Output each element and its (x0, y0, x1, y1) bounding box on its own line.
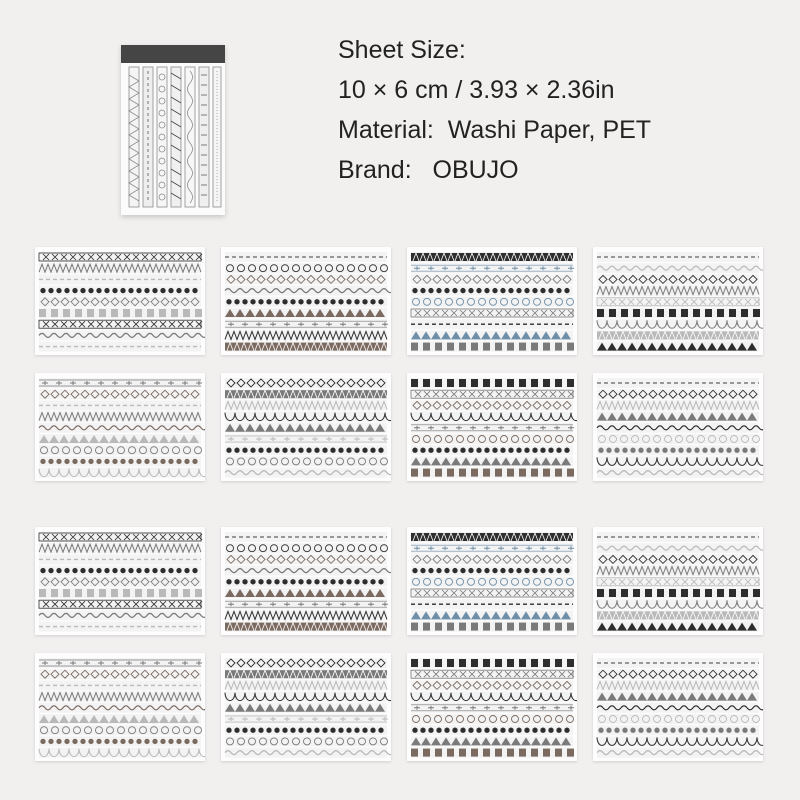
sticker-sheet-14 (221, 653, 391, 761)
washi-strips-pattern (407, 373, 577, 481)
washi-strips-pattern (407, 653, 577, 761)
washi-strips-pattern (35, 373, 205, 481)
washi-strips-pattern (35, 247, 205, 355)
washi-strips-pattern (221, 247, 391, 355)
washi-strips-pattern (593, 247, 763, 355)
sticker-sheet-13 (35, 653, 205, 761)
material-text: Material: Washi Paper, PET (338, 116, 652, 144)
sticker-sheet-8 (593, 373, 763, 481)
sticker-sheet-2 (221, 247, 391, 355)
sheet-size-value: 10 × 6 cm / 3.93 × 2.36in (338, 76, 615, 104)
washi-strips-pattern (35, 527, 205, 635)
washi-strips-pattern (593, 653, 763, 761)
washi-strips-pattern (407, 527, 577, 635)
sticker-sheet-3 (407, 247, 577, 355)
sticker-sheet-5 (35, 373, 205, 481)
sticker-sheet-4 (593, 247, 763, 355)
sticker-sheet-9 (35, 527, 205, 635)
washi-strips-pattern (407, 247, 577, 355)
washi-strips-pattern (593, 373, 763, 481)
washi-strips-pattern (221, 527, 391, 635)
sticker-sheet-16 (593, 653, 763, 761)
washi-strips-pattern (221, 373, 391, 481)
sticker-sheet-12 (593, 527, 763, 635)
sticker-sheet-15 (407, 653, 577, 761)
sticker-sheet-1 (35, 247, 205, 355)
sticker-sheet-10 (221, 527, 391, 635)
washi-strips-pattern (593, 527, 763, 635)
sheet-size-label: Sheet Size: (338, 36, 466, 64)
sticker-sheet-11 (407, 527, 577, 635)
washi-strips-pattern (35, 653, 205, 761)
sticker-sheet-6 (221, 373, 391, 481)
brand-text: Brand: OBUJO (338, 156, 519, 184)
sticker-sheet-7 (407, 373, 577, 481)
washi-strips-pattern (221, 653, 391, 761)
